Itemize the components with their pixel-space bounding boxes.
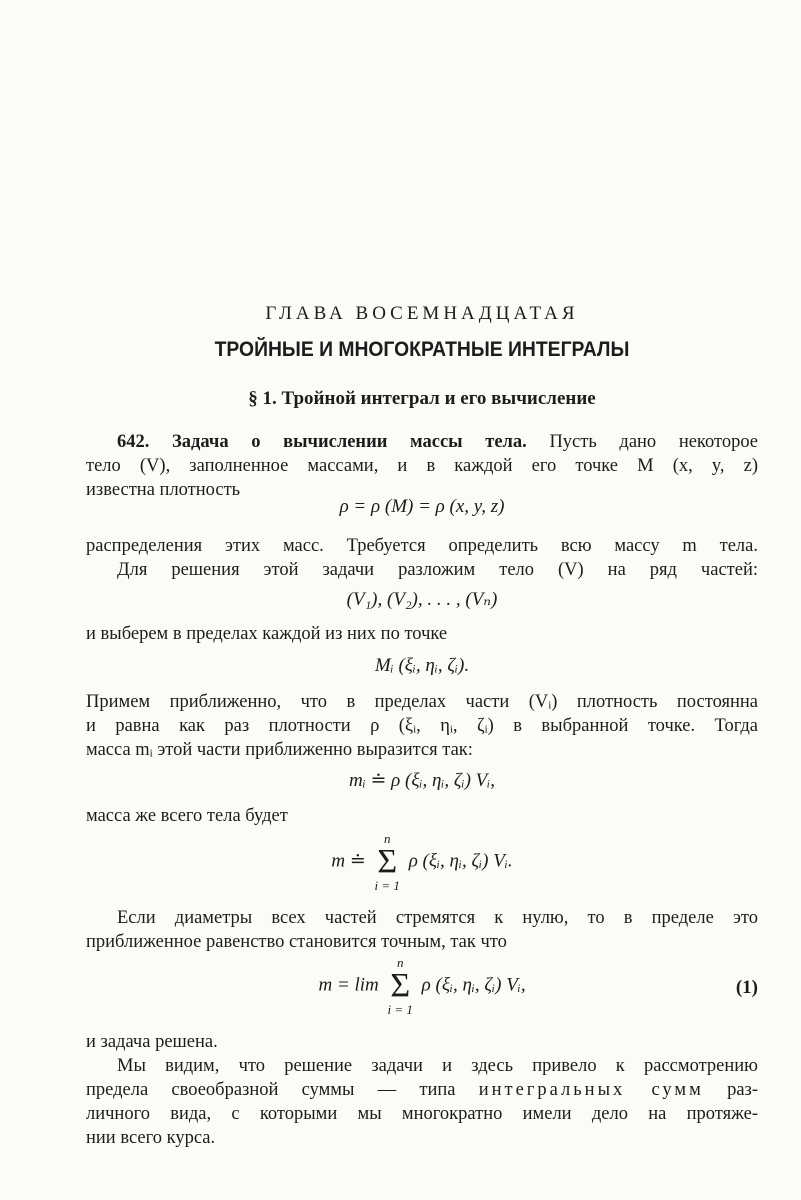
text-line-distribution: распределения этих масс. Требуется определить всю массу m тела.: [86, 536, 758, 556]
p4-line2-end: раз-: [727, 1080, 759, 1100]
chapter-label: ГЛАВА ВОСЕМНАДЦАТАЯ: [265, 303, 579, 324]
book-page: [86, 0, 758, 1200]
paragraph-2-line-1: Примем приближенно, что в пределах части (Vᵢ) плотность постоянна: [86, 692, 758, 712]
text-line-solution: Для решения этой задачи разложим тело (V) на ряд частей:: [117, 560, 758, 580]
text-line-choose: и выберем в пределах каждой из них по точке: [86, 624, 448, 644]
section-title: § 1. Тройной интеграл и его вычисление: [248, 388, 596, 409]
sum-lhs: m ≐: [331, 850, 366, 872]
formula-sum: [86, 832, 758, 892]
paragraph-3-line-2: приближенное равенство становится точным, так что: [86, 932, 507, 952]
paragraph-4-line-4: нии всего курса.: [86, 1128, 216, 1148]
emphasized-term: интегральных сумм: [478, 1080, 704, 1100]
equation-number: (1): [735, 977, 758, 998]
paragraph-3-line-1: Если диаметры всех частей стремятся к нулю, то в пределе это: [117, 908, 758, 928]
limit-upper: n: [396, 955, 404, 970]
formula-mi: mᵢ ≐ ρ (ξᵢ, ηᵢ, ζᵢ) Vᵢ,: [348, 770, 496, 791]
sigma-symbol: Σ: [377, 843, 398, 880]
formula-density: ρ = ρ (M) = ρ (x, y, z): [339, 496, 505, 517]
limit-lhs: m = lim: [318, 974, 379, 996]
limit-sigma-symbol: Σ: [390, 967, 411, 1004]
problem-heading: 642. Задача о вычислении массы тела.: [117, 432, 527, 452]
paragraph-642-line-3: известна плотность: [86, 480, 241, 500]
text-line-solved: и задача решена.: [86, 1032, 218, 1052]
paragraph-4-line-2: [86, 1078, 758, 1102]
sum-operator: [375, 832, 400, 892]
limit-lower: i = 1: [387, 1002, 413, 1017]
sum-upper-limit: n: [383, 831, 391, 846]
formula-parts: (V₁), (V₂), . . . , (Vₙ): [346, 589, 498, 610]
sum-lower-limit: i = 1: [374, 878, 400, 893]
paragraph-4-line-1: Мы видим, что решение задачи и здесь привело к рассмотрению: [117, 1056, 758, 1076]
sum-rhs: ρ (ξᵢ, ηᵢ, ζᵢ) Vᵢ.: [408, 850, 513, 872]
limit-rhs: ρ (ξᵢ, ηᵢ, ζᵢ) Vᵢ,: [421, 974, 526, 996]
paragraph-2-line-3: масса mᵢ этой части приближенно выразится так:: [86, 740, 473, 760]
paragraph-2-line-2: и равна как раз плотности ρ (ξᵢ, ηᵢ, ζᵢ) в выбранной точке. Тогда: [86, 716, 758, 736]
limit-sum-operator: [388, 956, 413, 1016]
formula-limit: [86, 956, 758, 1016]
text-line-mass-total: масса же всего тела будет: [86, 806, 288, 826]
problem-text: Пусть дано некоторое: [549, 432, 759, 452]
paragraph-642-line-1: [117, 430, 758, 454]
paragraph-642-line-2: тело (V), заполненное массами, и в каждой его точке M (x, y, z): [86, 456, 758, 476]
chapter-title: ТРОЙНЫЕ И МНОГОКРАТНЫЕ ИНТЕГРАЛЫ: [214, 338, 630, 361]
formula-point: Mᵢ (ξᵢ, ηᵢ, ζᵢ).: [374, 655, 470, 676]
p4-line2-start: предела своеобразной суммы — типа: [86, 1080, 456, 1100]
paragraph-4-line-3: личного вида, с которыми мы многократно имели дело на протяже-: [86, 1104, 758, 1124]
